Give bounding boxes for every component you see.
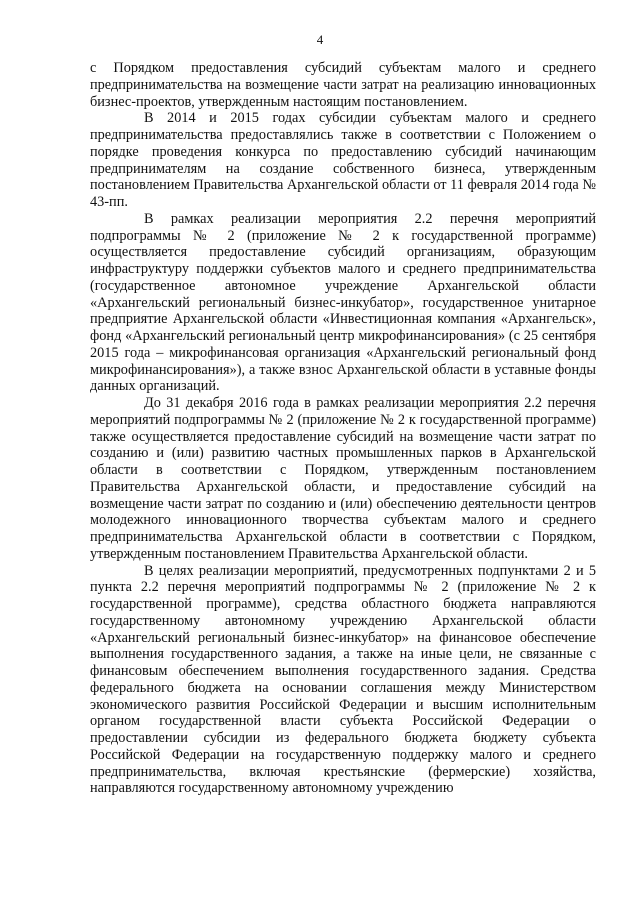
page-number: 4 bbox=[316, 32, 324, 47]
paragraph-5: В целях реализации мероприятий, предусмотренных подпунктами 2 и 5 пункта 2.2 перечня мероприятий подпрограммы № 2 (приложение № 2 к государственной программе), средства областного бюджета направляются государственному автономному учреждению Архангельской области «Архангельский региональный бизнес-инкубатор» на финансовое обеспечение выполнения государственного задания, а также на иные цели, не связанные с финансовым обеспечением выполнения государственного задания. Средства федерального бюджета на основании соглашения между Министерством экономического развития Российской Федерации и высшим исполнительным органом государственной власти субъекта Российской Федерации о предоставлении субсидии из федерального бюджета бюджету субъекта Российской Федерации на государственную поддержку малого и среднего предпринимательства, включая крестьянские (фермерские) хозяйства, направляются государственному автономному учреждению bbox=[90, 562, 596, 797]
paragraph-3: В рамках реализации мероприятия 2.2 перечня мероприятий подпрограммы № 2 (приложение № 2 к государственной программе) осуществляется предоставление субсидий организациям, образующим инфраструктуру поддержки субъектов малого и среднего предпринимательства (государственное автономное учреждение Архангельской области «Архангельский региональный бизнес-инкубатор», государственное унитарное предприятие Архангельской области «Инвестиционная компания «Архангельск», фонд «Архангельский региональный центр микрофинансирования» (с 25 сентября 2015 года – микрофинансовая организация «Архангельский региональный фонд микрофинансирования»), а также взнос Архангельской области в уставные фонды данных организаций. bbox=[90, 210, 596, 395]
paragraph-2: В 2014 и 2015 годах субсидии субъектам малого и среднего предпринимательства предоставлялись также в соответствии с Положением о порядке проведения конкурса по предоставлению субсидий начинающим предпринимателям на создание собственного бизнеса, утвержденным постановлением Правительства Архангельской области от 11 февраля 2014 года № 43-пп. bbox=[90, 110, 596, 210]
paragraph-4: До 31 декабря 2016 года в рамках реализации мероприятия 2.2 перечня мероприятий подпрограммы № 2 (приложение № 2 к государственной программе) также осуществляется предоставление субсидий на возмещение части затрат по созданию и (или) развитию частных промышленных парков в Архангельской области в соответствии с Порядком, утвержденным постановлением Правительства Архангельской области, и предоставление субсидий на возмещение части затрат по созданию и (или) обеспечению деятельности центров молодежного инновационного творчества субъектам малого и среднего предпринимательства Архангельской области в соответствии с Порядком, утвержденным постановлением Правительства Архангельской области. bbox=[90, 395, 596, 562]
document-body bbox=[90, 60, 596, 797]
paragraph-1-continuation: с Порядком предоставления субсидий субъектам малого и среднего предпринимательства на возмещение части затрат на реализацию инновационных бизнес-проектов, утвержденным настоящим постановлением. bbox=[90, 60, 596, 110]
